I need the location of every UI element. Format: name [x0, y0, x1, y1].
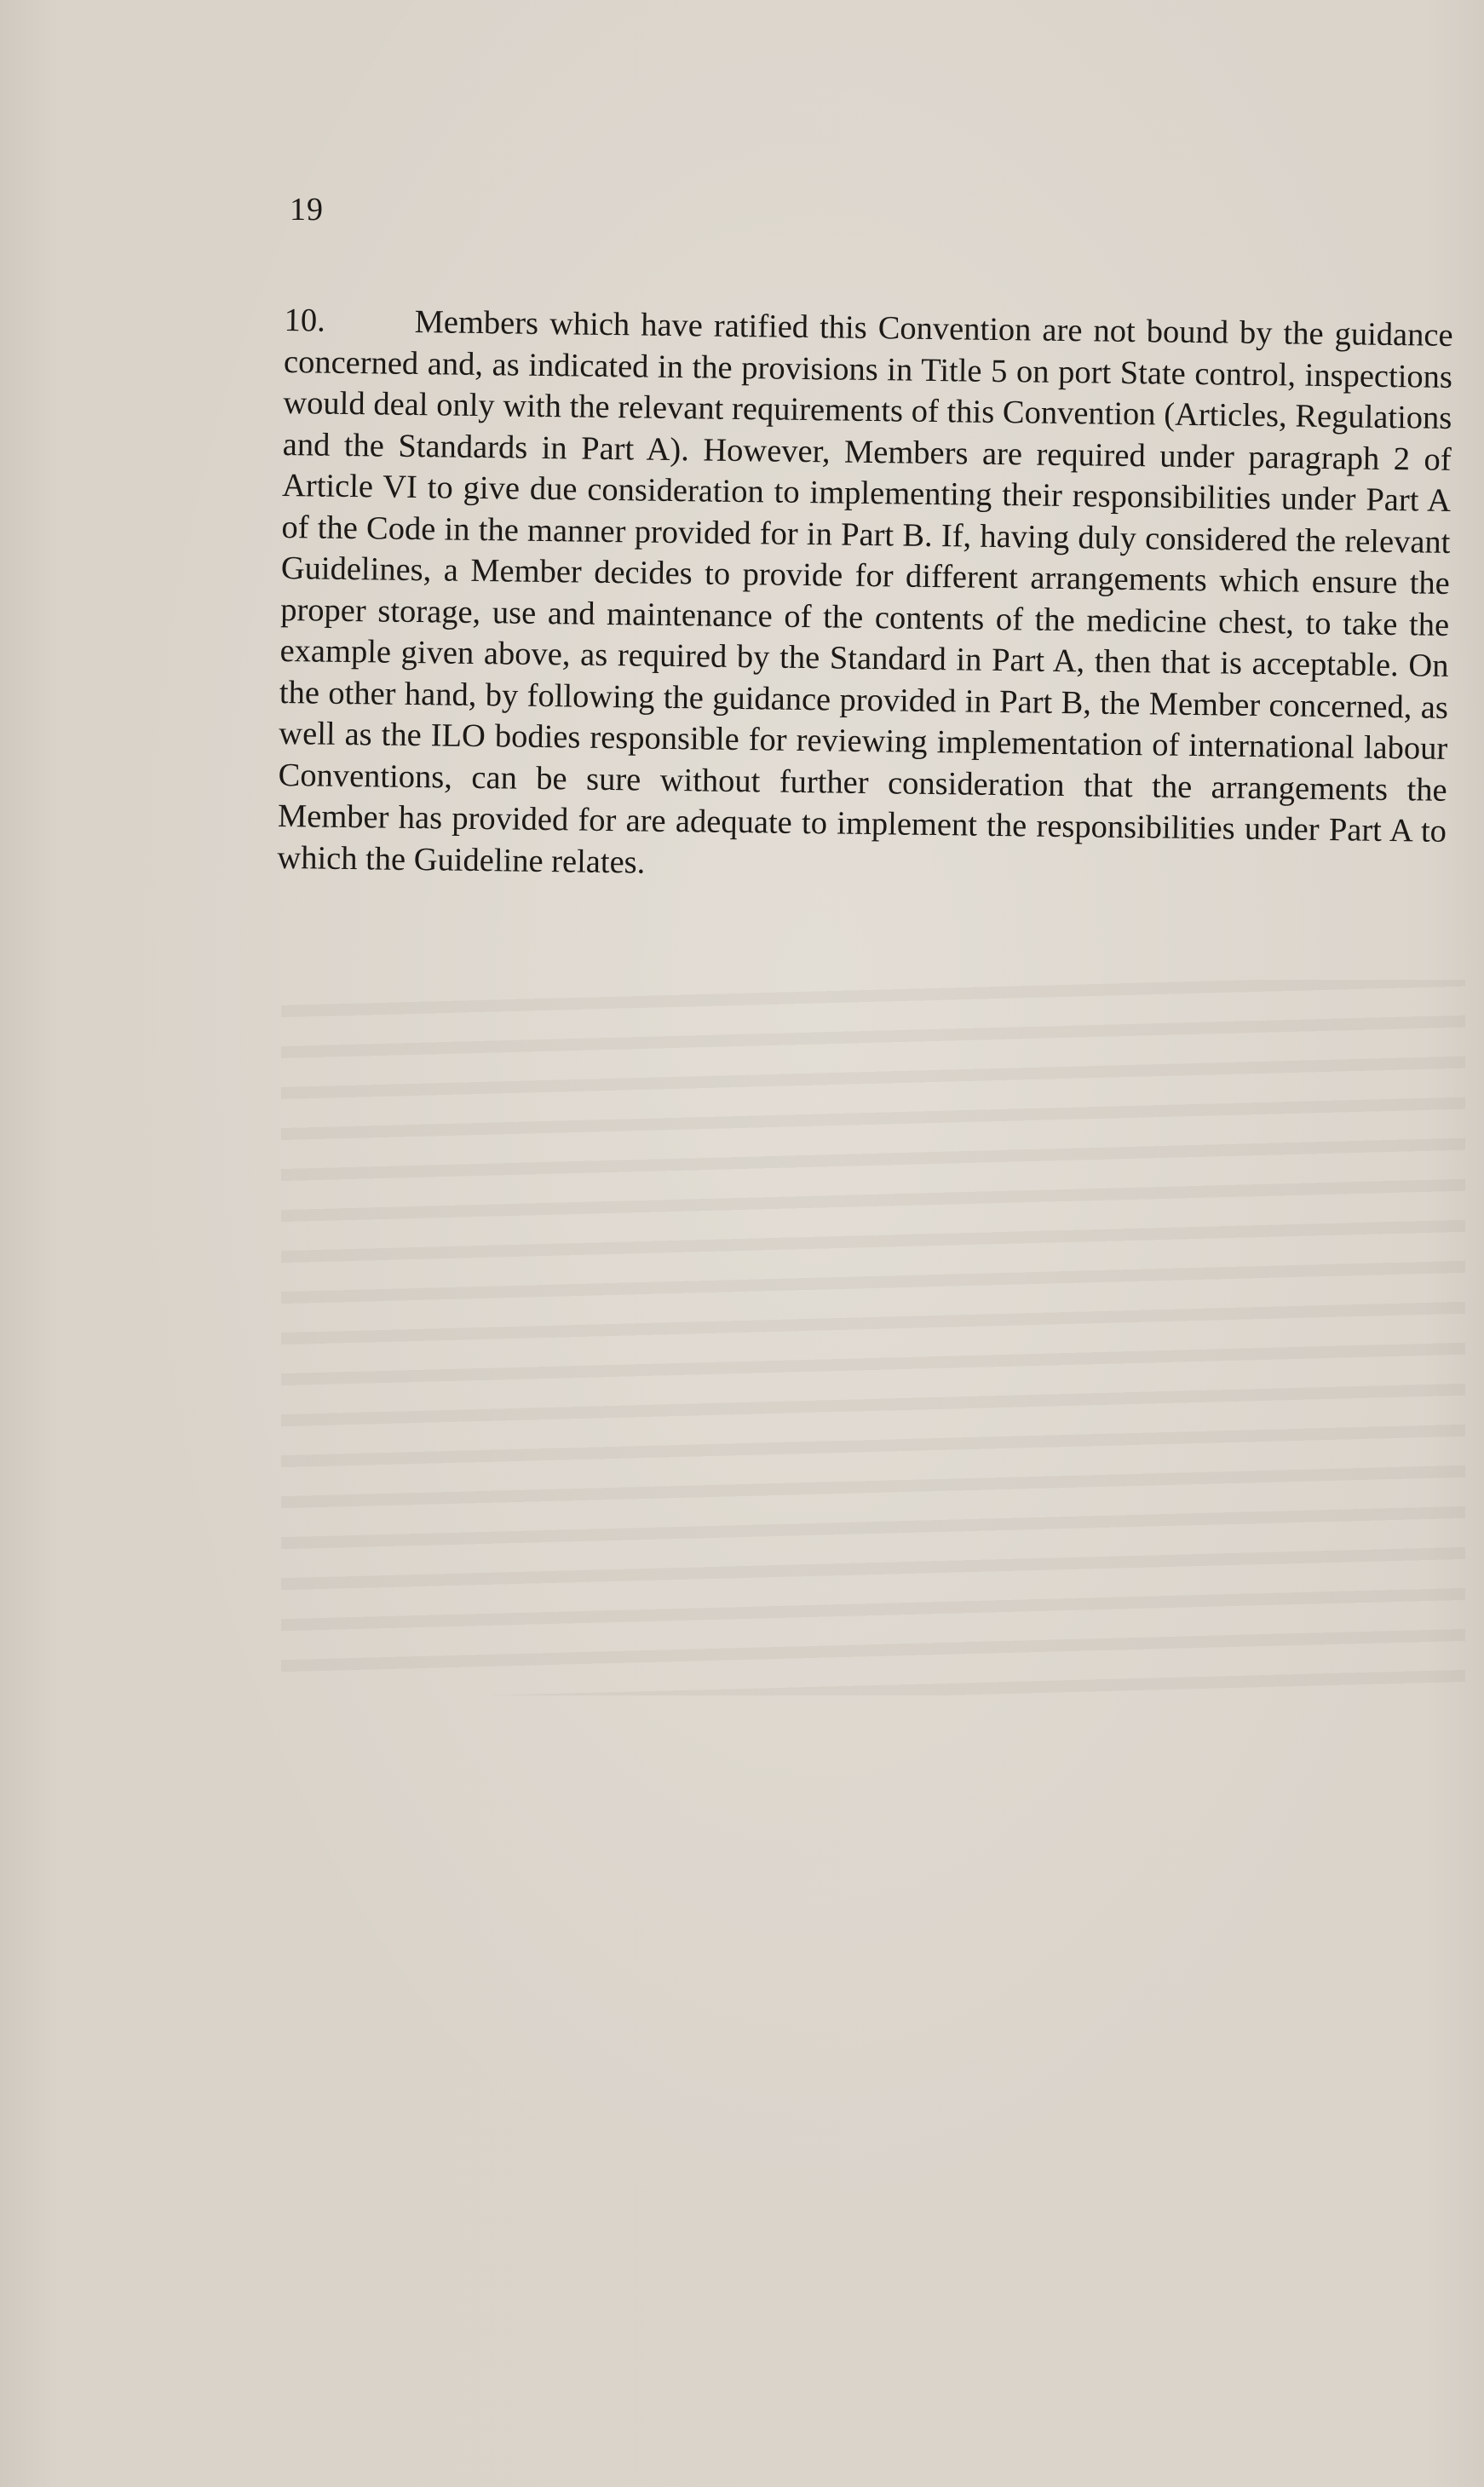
reverse-side-show-through	[281, 980, 1465, 1695]
paragraph-number: 10.	[284, 302, 326, 339]
page-number: 19	[290, 192, 324, 227]
body-paragraph	[277, 300, 1453, 894]
paragraph-text: Members which have ratified this Convention are not bound by the guidance concerned and, as indicated in the provisions in Title 5 on port State control, inspections would deal only with the relevant requirements of this Convention (Articles, Regulations and the Standards in Part A). However, Members are required under paragraph 2 of Article VI to give due consideration to implementing their responsibilities under Part A of the Code in the manner provided for in Part B. If, having duly considered the relevant Guidelines, a Member decides to provide for different arrangements which ensure the proper storage, use and maintenance of the contents of the medicine chest, to take the example given above, as required by the Standard in Part A, then that is acceptable. On the other hand, by following the guidance provided in Part B, the Member concerned, as well as the ILO bodies responsible for reviewing implementation of international labour Conventions, can be sure without further consideration that the arrangements the Member has provided for are adequate to implement the responsibilities under Part A to which the Guideline relates.	[277, 304, 1453, 881]
